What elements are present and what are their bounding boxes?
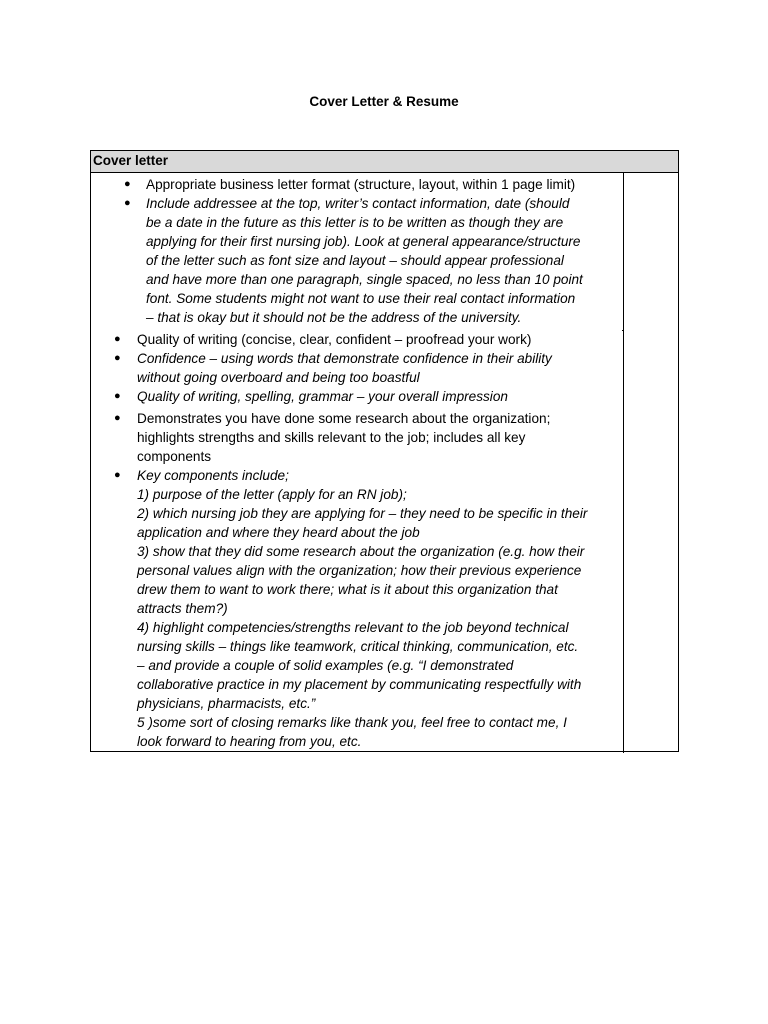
criterion-line: attracts them?) [137,601,228,616]
document-title: Cover Letter & Resume [309,94,459,109]
criterion-line: of the letter such as font size and layout – should appear professional [146,253,564,268]
section-header: Cover letter [93,153,169,168]
criterion-line: 4) highlight competencies/strengths relevant to the job beyond technical [137,620,569,635]
bullet-icon: ● [114,333,121,345]
criterion-line: Demonstrates you have done some research about the organization; [137,411,551,426]
score-column-divider [623,330,624,408]
divider-notch [622,330,624,331]
criterion-line: 5 )some sort of closing remarks like thank you, feel free to contact me, I [137,715,567,730]
criterion-line: applying for their first nursing job). Look at general appearance/structure [146,234,581,249]
criterion-line: Quality of writing (concise, clear, confident – proofread your work) [137,332,532,347]
bullet-icon: ● [124,197,131,209]
bullet-icon: ● [114,352,121,364]
criterion-line: be a date in the future as this letter is to be written as though they are [146,215,564,230]
criterion-line: 2) which nursing job they are applying for – they need to be specific in their [137,506,588,521]
criterion-line: – and provide a couple of solid examples (e.g. “I demonstrated [137,658,514,673]
rubric-table [90,150,679,752]
criterion-line: personal values align with the organization; how their previous experience [137,563,582,578]
criterion-line: nursing skills – things like teamwork, critical thinking, communication, etc. [137,639,579,654]
criterion-line: Confidence – using words that demonstrate confidence in their ability [137,351,552,366]
criterion-line: font. Some students might not want to use their real contact information [146,291,576,306]
criterion-line: collaborative practice in my placement by communicating respectfully with [137,677,582,692]
criterion-line: highlights strengths and skills relevant to the job; includes all key [137,430,526,445]
criterion-line: and have more than one paragraph, single spaced, no less than 10 point [146,272,583,287]
criterion-line: Appropriate business letter format (structure, layout, within 1 page limit) [146,177,576,192]
criterion-line: without going overboard and being too boastful [137,370,420,385]
score-column-divider [623,408,624,753]
criterion-line: Key components include; [137,468,289,483]
bullet-icon: ● [124,178,131,190]
criterion-line: 1) purpose of the letter (apply for an RN job); [137,487,407,502]
criterion-line: application and where they heard about the job [137,525,420,540]
bullet-icon: ● [114,469,121,481]
criterion-line: components [137,449,212,464]
score-column-divider [623,173,624,330]
criterion-line: physicians, pharmacists, etc.” [137,696,316,711]
criterion-line: 3) show that they did some research about the organization (e.g. how their [137,544,585,559]
criterion-line: Quality of writing, spelling, grammar – your overall impression [137,389,508,404]
criterion-line: drew them to want to work there; what is it about this organization that [137,582,558,597]
criterion-line: – that is okay but it should not be the address of the university. [146,310,522,325]
criterion-line: Include addressee at the top, writer’s contact information, date (should [146,196,570,211]
table-header-row [90,150,679,173]
bullet-icon: ● [114,412,121,424]
table-body-row [90,172,679,752]
criterion-line: look forward to hearing from you, etc. [137,734,362,749]
bullet-icon: ● [114,390,121,402]
